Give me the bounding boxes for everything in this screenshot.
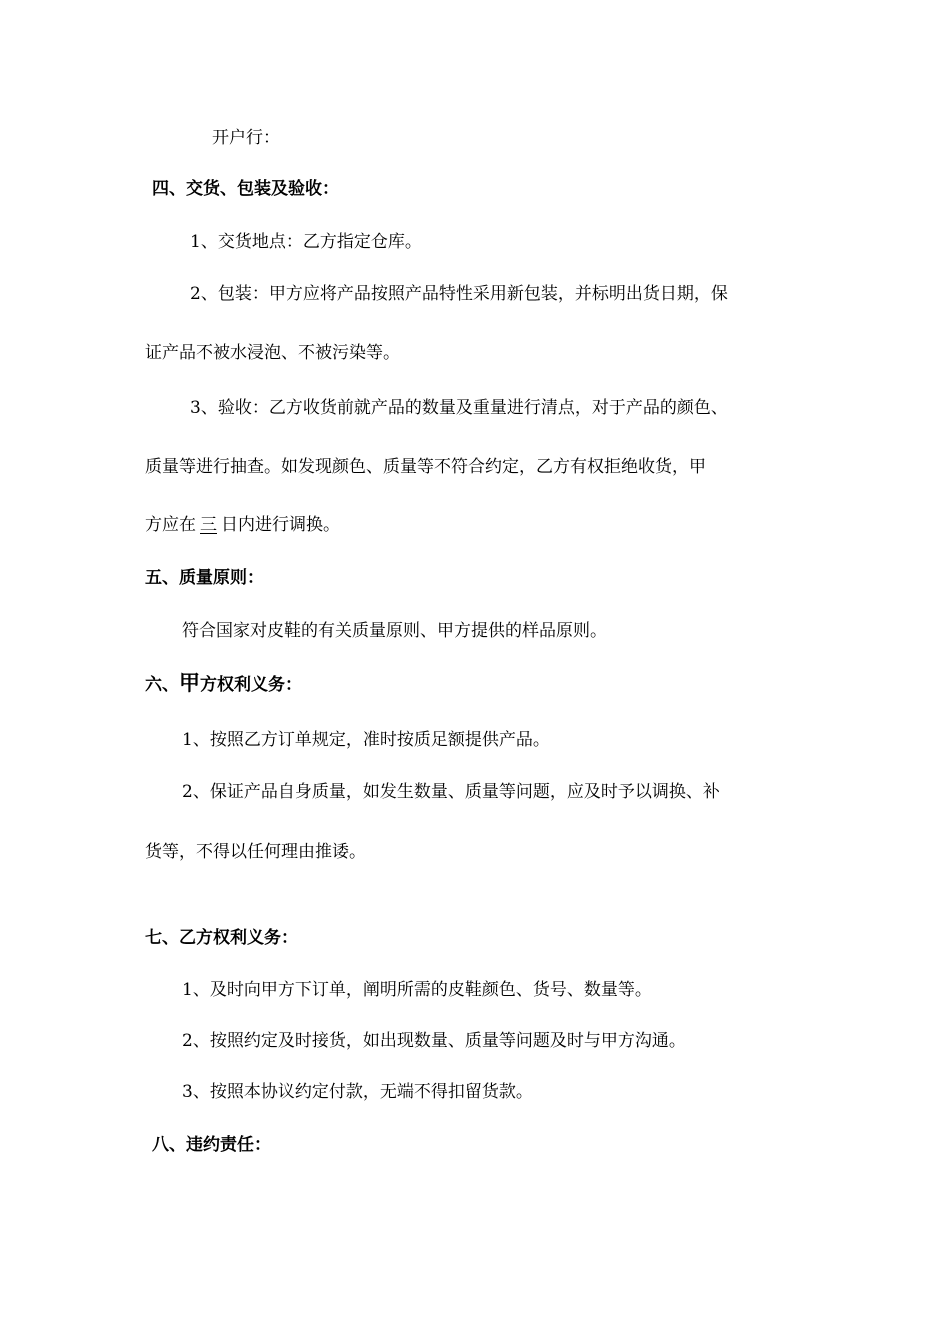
section-4-item-1: 1、交货地点：乙方指定仓库。 <box>190 232 422 252</box>
section-6-item-2-line-1: 2、保证产品自身质量，如发生数量、质量等问题，应及时予以调换、补 <box>182 782 720 802</box>
deadline-prefix: 方应在 <box>145 515 196 535</box>
section-6-item-1: 1、按照乙方订单规定，准时按质足额提供产品。 <box>182 730 550 750</box>
section-6-heading-big-char: 甲 <box>179 671 200 695</box>
section-7-heading: 七、乙方权利义务： <box>145 928 298 948</box>
section-4-item-3-line-1: 3、验收：乙方收货前就产品的数量及重量进行清点，对于产品的颜色、 <box>190 398 728 418</box>
section-6-heading <box>145 671 302 697</box>
section-7-item-3: 3、按照本协议约定付款，无端不得扣留货款。 <box>182 1082 533 1102</box>
section-4-item-3-line-3 <box>145 513 340 537</box>
section-5-heading: 五、质量原则： <box>145 568 264 588</box>
section-4-item-3-line-2: 质量等进行抽查。如发现颜色、质量等不符合约定，乙方有权拒绝收货，甲 <box>145 457 706 477</box>
section-6-heading-suffix: 方权利义务： <box>200 675 302 695</box>
section-8-heading: 八、违约责任： <box>152 1135 271 1155</box>
section-4-heading: 四、交货、包装及验收： <box>152 179 339 199</box>
section-7-item-1: 1、及时向甲方下订单，阐明所需的皮鞋颜色、货号、数量等。 <box>182 980 652 1000</box>
section-4-item-2-line-1: 2、包装：甲方应将产品按照产品特性采用新包装，并标明出货日期，保 <box>190 284 728 304</box>
section-7-item-2: 2、按照约定及时接货，如出现数量、质量等问题及时与甲方沟通。 <box>182 1031 686 1051</box>
deadline-suffix: 日内进行调换。 <box>221 515 340 535</box>
section-4-item-2-line-2: 证产品不被水浸泡、不被污染等。 <box>145 343 400 363</box>
section-6-item-2-line-2: 货等，不得以任何理由推诿。 <box>145 842 366 862</box>
section-5-text: 符合国家对皮鞋的有关质量原则、甲方提供的样品原则。 <box>182 621 607 641</box>
deadline-days: 三 <box>200 515 217 535</box>
bank-line: 开户行： <box>212 128 280 148</box>
section-6-heading-prefix: 六、 <box>145 675 179 695</box>
